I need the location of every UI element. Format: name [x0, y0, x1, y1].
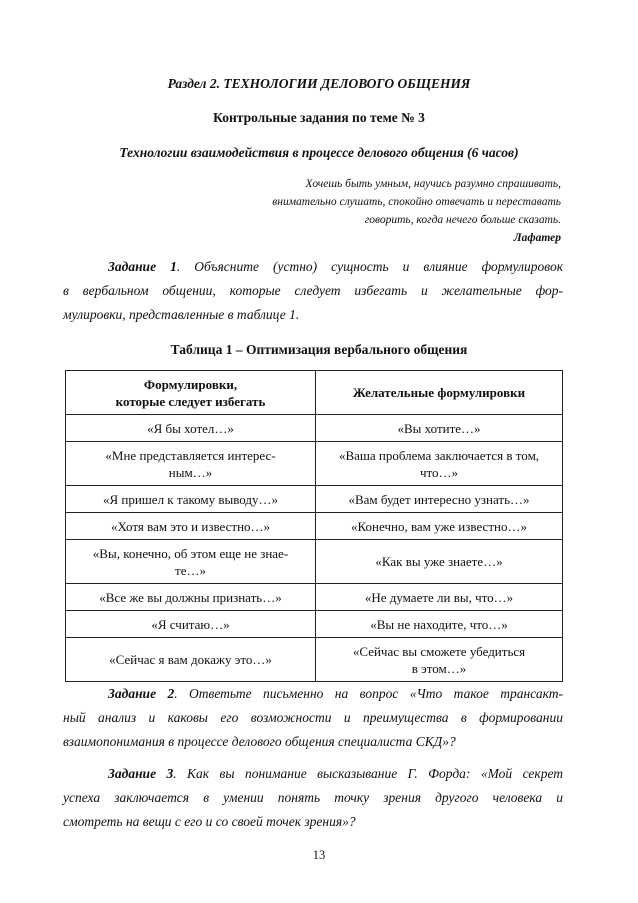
task1-line: в вербальном общении, которые следует избегать и желательные фор- — [63, 283, 563, 298]
task2-line: взаимопонимания в процессе делового общения специалиста СКД»? — [63, 734, 456, 749]
task2-text: . Ответьте письменно на вопрос «Что такое трансакт- — [174, 686, 563, 701]
cell-preferred: «Как вы уже знаете…» — [316, 540, 563, 584]
page-number: 13 — [312, 848, 326, 862]
optimization-table — [65, 370, 563, 682]
task3-text: . Как вы понимание высказывание Г. Форда: «Мой секрет — [173, 766, 564, 781]
task3-line — [63, 762, 563, 786]
cell-line: «Вы, конечно, об этом еще не знае- — [92, 545, 289, 561]
table-row — [66, 584, 563, 611]
table-row — [66, 540, 563, 584]
table-row — [66, 415, 563, 442]
header-avoid — [66, 371, 316, 415]
task3-label: Задание 3 — [108, 766, 174, 781]
cell-line: ным…» — [168, 464, 213, 480]
epigraph-line: говорить, когда нечего больше сказать. — [364, 214, 561, 226]
cell-preferred: «Не думаете ли вы, что…» — [316, 584, 563, 611]
task1-text: . Объясните (устно) сущность и влияние формулировок — [176, 259, 564, 274]
topic-title: Технологии взаимодействия в процессе делового общения (6 часов) — [119, 145, 519, 160]
header-preferred: Желательные формулировки — [316, 371, 563, 415]
cell-line: «Мне представляется интерес- — [105, 447, 276, 463]
task-heading: Контрольные задания по теме № 3 — [213, 110, 425, 125]
cell-avoid — [66, 442, 316, 486]
table-header-row — [66, 371, 563, 415]
epigraph-line: внимательно слушать, спокойно отвечать и переставать — [272, 196, 561, 208]
cell-line: «Ваша проблема заключается в том, — [338, 447, 540, 463]
cell-line: что…» — [419, 464, 459, 480]
header-avoid-line: Формулировки, — [143, 376, 238, 392]
cell-avoid: «Сейчас я вам докажу это…» — [66, 638, 316, 682]
task1-line — [63, 255, 563, 279]
cell-preferred: «Вы не находите, что…» — [316, 611, 563, 638]
task1-line: мулировки, представленные в таблице 1. — [63, 307, 300, 322]
task3-line: успеха заключается в умении понять точку зрения другого человека и — [63, 790, 563, 805]
cell-line: «Сейчас вы сможете убедиться — [352, 643, 526, 659]
table-row — [66, 611, 563, 638]
task1-paragraph — [63, 255, 563, 327]
task3-paragraph — [63, 762, 563, 834]
table-row — [66, 442, 563, 486]
cell-preferred — [316, 638, 563, 682]
table-row — [66, 486, 563, 513]
table-row — [66, 513, 563, 540]
task1-label: Задание 1 — [108, 259, 177, 274]
table-caption: Таблица 1 – Оптимизация вербального общения — [170, 342, 468, 357]
cell-avoid: «Я бы хотел…» — [66, 415, 316, 442]
section-title: Раздел 2. ТЕХНОЛОГИИ ДЕЛОВОГО ОБЩЕНИЯ — [167, 76, 471, 91]
table-row — [66, 638, 563, 682]
cell-preferred: «Вы хотите…» — [316, 415, 563, 442]
header-avoid-line: которые следует избегать — [115, 393, 266, 409]
task3-line: смотреть на вещи с его и со своей точек зрения»? — [63, 814, 356, 829]
epigraph-line: Хочешь быть умным, научись разумно спрашивать, — [305, 178, 561, 190]
cell-line: в этом…» — [411, 660, 467, 676]
epigraph-author: Лафатер — [513, 232, 561, 244]
task2-line: ный анализ и каковы его возможности и преимущества в формировании — [63, 710, 563, 725]
cell-line: те…» — [175, 562, 206, 578]
cell-avoid: «Я считаю…» — [66, 611, 316, 638]
cell-preferred: «Вам будет интересно узнать…» — [316, 486, 563, 513]
cell-avoid — [66, 540, 316, 584]
cell-preferred: «Конечно, вам уже известно…» — [316, 513, 563, 540]
task2-line — [63, 682, 563, 706]
cell-avoid: «Все же вы должны признать…» — [66, 584, 316, 611]
cell-avoid: «Я пришел к такому выводу…» — [66, 486, 316, 513]
cell-avoid: «Хотя вам это и известно…» — [66, 513, 316, 540]
cell-preferred — [316, 442, 563, 486]
task2-paragraph — [63, 682, 563, 754]
task2-label: Задание 2 — [108, 686, 175, 701]
